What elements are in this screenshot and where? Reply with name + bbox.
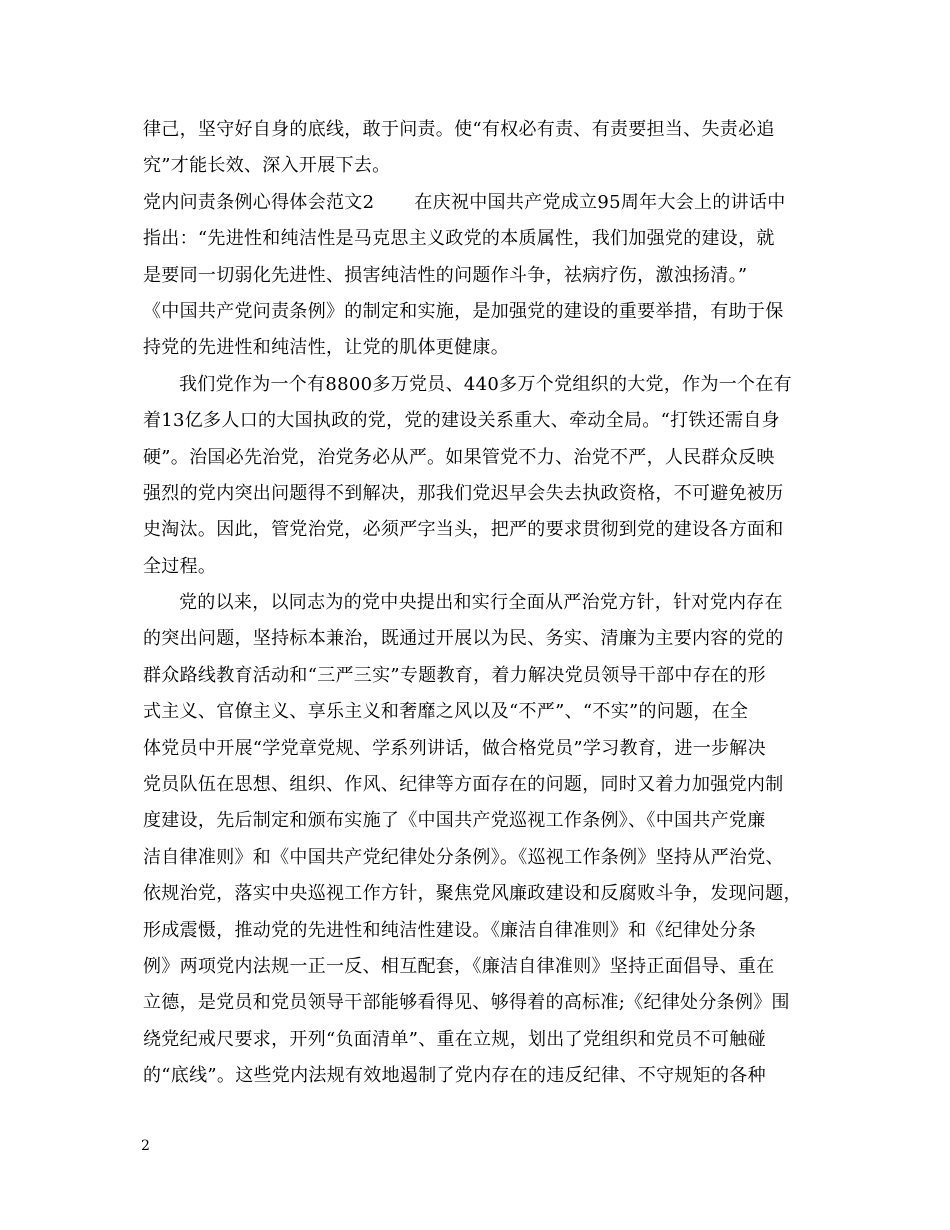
text-line: 《中国共产党问责条例》的制定和实施，是加强党的建设的重要举措，有助于保 bbox=[143, 300, 784, 322]
text-line: 持党的先进性和纯洁性，让党的肌体更健康。 bbox=[143, 337, 509, 359]
text-line: 度建设，先后制定和颁布实施了《中国共产党巡视工作条例》、《中国共产党廉 bbox=[143, 810, 766, 832]
page-number: 2 bbox=[141, 1138, 150, 1154]
text-line: 例》两项党内法规一正一反、相互配套，《廉洁自律准则》坚持正面倡导、重在 bbox=[143, 955, 775, 977]
text-line: 绕党纪戒尺要求，开列“负面清单”、重在立规，划出了党组织和党员不可触碰 bbox=[143, 1028, 766, 1050]
text-line: 形成震慑，推动党的先进性和纯洁性建设。《廉洁自律准则》和《纪律处分条 bbox=[143, 919, 757, 941]
text-line: 式主义、官僚主义、享乐主义和奢靡之风以及“不严”、“不实”的问题，在全 bbox=[143, 701, 749, 723]
section-first-line: 在庆祝中国共产党成立95周年大会上的讲话中 bbox=[414, 191, 786, 213]
text-line: 的“底线”。这些党内法规有效地遏制了党内存在的违反纪律、不守规矩的各种 bbox=[143, 1065, 766, 1087]
text-line: 依规治党，落实中央巡视工作方针，聚焦党风廉政建设和反腐败斗争，发现问题， bbox=[143, 883, 802, 905]
text-line: 的突出问题，坚持标本兼治，既通过开展以为民、务实、清廉为主要内容的党的 bbox=[143, 628, 784, 650]
text-line: 律己，坚守好自身的底线，敢于问责。使“有权必有责、有责要担当、失责必追 bbox=[143, 119, 775, 140]
section-heading-line bbox=[143, 185, 813, 221]
text-line: 硬”。治国必先治党，治党务必从严。如果管党不力、治党不严，人民群众反映 bbox=[143, 446, 775, 468]
text-line: 着13亿多人口的大国执政的党，党的建设关系重大、牵动全局。“打铁还需自身 bbox=[143, 410, 780, 432]
text-line: 全过程。 bbox=[143, 555, 217, 577]
text-line: 史淘汰。因此，管党治党，必须严字当头，把严的要求贯彻到党的建设各方面和 bbox=[143, 519, 784, 541]
section-heading: 党内问责条例心得体会范文2 bbox=[143, 191, 375, 213]
text-line: 究”才能长效、深入开展下去。 bbox=[143, 155, 391, 177]
text-line: 体党员中开展“学党章党规、学系列讲话，做合格党员”学习教育，进一步解决 bbox=[143, 737, 766, 759]
text-line: 洁自律准则》和《中国共产党纪律处分条例》。《巡视工作条例》坚持从严治党、 bbox=[143, 846, 784, 868]
text-line: 强烈的党内突出问题得不到解决，那我们党迟早会失去执政资格，不可避免被历 bbox=[143, 482, 784, 504]
text-line: 党员队伍在思想、组织、作风、纪律等方面存在的问题，同时又着力加强党内制 bbox=[143, 774, 784, 796]
text-line: 指出：“先进性和纯洁性是马克思主义政党的本质属性，我们加强党的建设，就 bbox=[143, 228, 775, 250]
paragraph-first-line: 我们党作为一个有8800多万党员、440多万个党组织的大党，作为一个在有 bbox=[179, 373, 792, 395]
text-line: 立德，是党员和党员领导干部能够看得见、够得着的高标准;《纪律处分条例》围 bbox=[143, 992, 790, 1014]
paragraph-first-line: 党的以来，以同志为的党中央提出和实行全面从严治党方针，针对党内存在 bbox=[179, 592, 783, 614]
text-line: 群众路线教育活动和“三严三实”专题教育，着力解决党员领导干部中存在的形 bbox=[143, 664, 766, 686]
body-text bbox=[143, 112, 813, 1095]
text-line: 是要同一切弱化先进性、损害纯洁性的问题作斗争，祛病疗伤，激浊扬清。” bbox=[143, 264, 748, 286]
